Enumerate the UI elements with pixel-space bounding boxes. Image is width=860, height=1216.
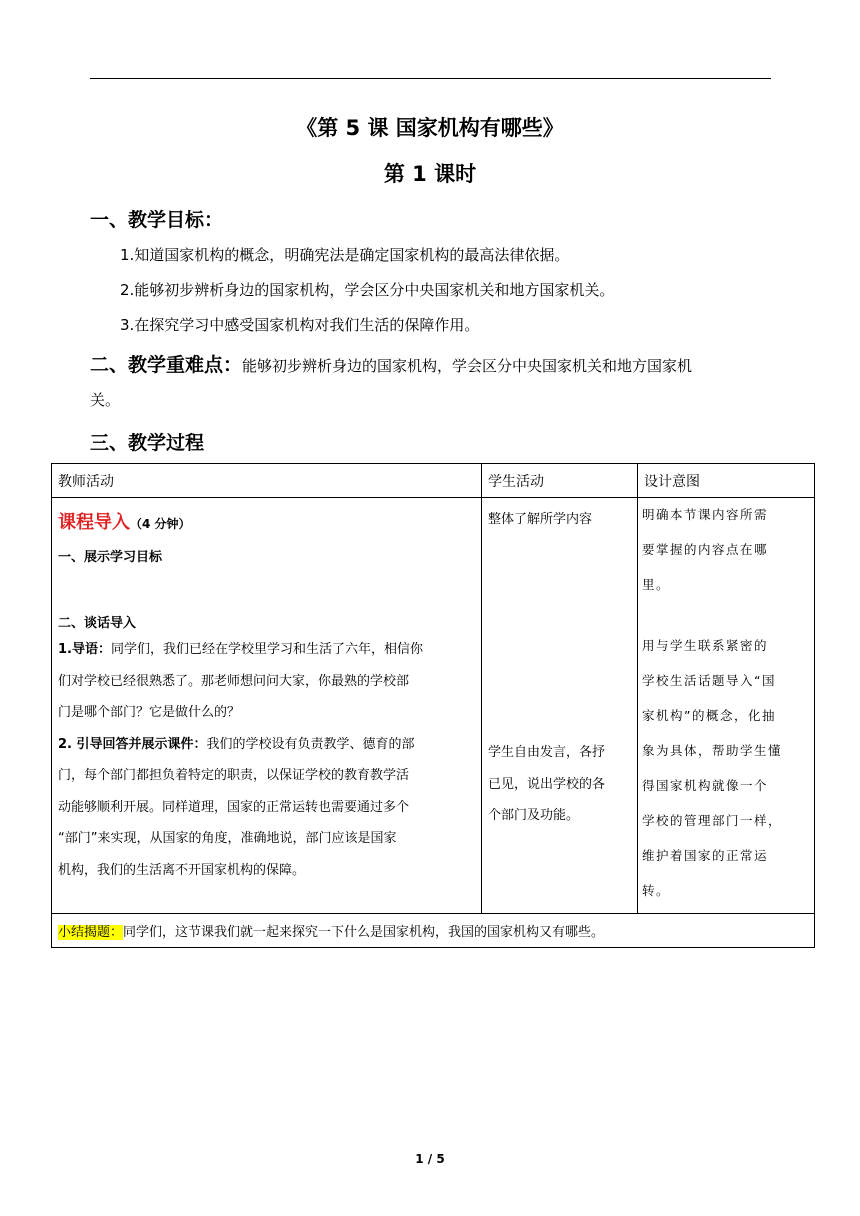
student-activity-2 <box>488 737 631 832</box>
design-intent-2-line: 用与学生联系紧密的 <box>642 638 769 653</box>
teaching-process-table <box>51 463 815 948</box>
key-points-heading: 二、教学重难点： <box>90 354 243 376</box>
section-talk-intro: 二、谈话导入 <box>58 616 137 631</box>
section-show-goals: 一、展示学习目标 <box>58 550 163 565</box>
item1-line-1 <box>58 634 475 666</box>
student-activity-1: 整体了解所学内容 <box>488 512 593 527</box>
design-intent-1 <box>642 497 810 602</box>
summary-label: 小结揭题： <box>58 925 124 940</box>
intro-title: 课程导入 <box>58 512 130 533</box>
design-intent-cell <box>638 498 815 914</box>
design-intent-2-line: 转。 <box>642 883 671 898</box>
design-intent-2-line: 学校的管理部门一样， <box>642 813 783 828</box>
student-activity-2-line: 个部门及功能。 <box>488 808 580 823</box>
objectives-heading: 一、教学目标： <box>90 209 224 231</box>
key-points-section <box>90 350 692 377</box>
summary-cell <box>52 914 815 948</box>
intro-time: （4 分钟） <box>130 517 191 531</box>
item1-text-3: 门是哪个部门？它是做什么的？ <box>58 705 241 720</box>
teacher-activity-cell <box>52 498 482 914</box>
key-points-text: 能够初步辨析身边的国家机构，学会区分中央国家机关和地方国家机 <box>242 357 693 375</box>
design-intent-2-line: 学校生活话题导入“国 <box>642 673 776 688</box>
header-student: 学生活动 <box>482 464 638 498</box>
objective-item-1: 1.知道国家机构的概念，明确宪法是确定国家机构的最高法律依据。 <box>120 246 570 264</box>
page-number: 1 / 5 <box>415 1152 445 1166</box>
student-activity-cell <box>482 498 638 914</box>
lesson-title: 《第 5 课 国家机构有哪些》 <box>296 116 564 140</box>
item2-text-4: “部门”来实现，从国家的角度，准确地说，部门应该是国家 <box>58 831 397 846</box>
period-title: 第 1 课时 <box>383 162 477 186</box>
header-design: 设计意图 <box>638 464 815 498</box>
table-header-row <box>52 464 815 498</box>
student-activity-2-line: 已见，说出学校的各 <box>488 776 606 792</box>
design-intent-2-line: 家机构”的概念，化抽 <box>642 708 776 723</box>
key-points-text-continued: 关。 <box>90 391 121 409</box>
item2-text-3: 动能够顺利开展。同样道理，国家的正常运转也需要通过多个 <box>58 799 410 815</box>
design-intent-1-line: 里。 <box>642 577 671 592</box>
header-rule <box>90 78 771 79</box>
student-activity-2-line: 学生自由发言，各抒 <box>488 745 606 760</box>
process-heading: 三、教学过程 <box>90 432 205 454</box>
design-intent-1-line: 明确本节课内容所需 <box>642 507 769 522</box>
header-teacher: 教师活动 <box>52 464 482 498</box>
item1-text-1: 同学们，我们已经在学校里学习和生活了六年，相信你 <box>110 642 423 657</box>
item2-text-1: 我们的学校设有负责教学、德育的部 <box>206 736 415 752</box>
table-row <box>52 498 815 914</box>
objective-item-3: 3.在探究学习中感受国家机构对我们生活的保障作用。 <box>120 316 480 334</box>
item2-text-2: 门，每个部门都担负着特定的职责，以保证学校的教育教学活 <box>58 768 410 783</box>
design-intent-2 <box>642 628 810 908</box>
design-intent-2-line: 维护着国家的正常运 <box>642 848 769 863</box>
design-intent-2-line: 得国家机构就像一个 <box>642 778 769 793</box>
summary-text: 同学们，这节课我们就一起来探究一下什么是国家机构，我国的国家机构又有哪些。 <box>123 925 605 940</box>
intro-title-line <box>58 508 475 534</box>
design-intent-2-line: 象为具体，帮助学生懂 <box>642 743 783 758</box>
objective-item-2: 2.能够初步辨析身边的国家机构，学会区分中央国家机关和地方国家机关。 <box>120 281 615 299</box>
item2-label: 2. 引导回答并展示课件： <box>58 736 207 752</box>
design-intent-1-line: 要掌握的内容点在哪 <box>642 542 769 557</box>
summary-row <box>52 914 815 948</box>
item1-label: 1.导语： <box>58 642 111 657</box>
item2-text-5: 机构，我们的生活离不开国家机构的保障。 <box>58 862 306 878</box>
item1-text-2: 们对学校已经很熟悉了。那老师想问问大家，你最熟的学校部 <box>58 673 410 689</box>
item2-line-1 <box>58 729 475 761</box>
